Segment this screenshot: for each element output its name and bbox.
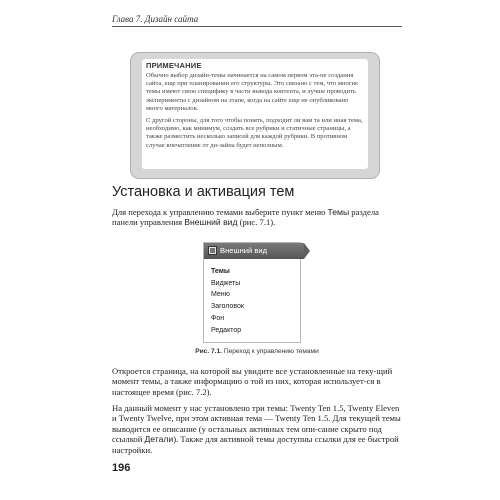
menu-item-header[interactable]: Заголовок	[211, 303, 244, 311]
paragraph-installed-text-1: На данный момент у нас установлено три темы: Twenty Ten 1.5, Twenty Eleven и Twenty Twelve, при этом активная тема — Twenty Ten 1.5. Для текущей темы выводится ее описание (у остальных активных тем опи-сание скрыто под ссылкой	[112, 403, 401, 445]
note-box	[130, 52, 380, 179]
page-number: 196	[112, 462, 131, 474]
term-appearance: Внешний вид	[184, 217, 238, 228]
note-heading: ПРИМЕЧАНИЕ	[146, 61, 202, 70]
paragraph-themes-page: Откроется страница, на которой вы увидите все установленные на теку-щий момент темы, а также информацию о той из них, которая использует-ся в настоящее время (рис. 7.2).	[112, 366, 393, 397]
paragraph-installed-text-2: ). Также для активной темы доступны ссылки для ее быстрой настройки.	[112, 434, 399, 455]
paragraph-intro-text-3: (рис. 7.1).	[237, 217, 276, 228]
menu-item-menus[interactable]: Меню	[211, 291, 230, 299]
running-header	[112, 14, 402, 27]
term-themes: Темы	[327, 207, 350, 217]
running-title: Глава 7. Дизайн сайта	[112, 14, 199, 24]
paragraph-intro-text-2: раздела панели управления	[112, 207, 379, 228]
section-title: Установка и активация тем	[112, 184, 295, 200]
appearance-menu-title: Внешний вид	[220, 246, 268, 255]
appearance-menu-header[interactable]	[204, 243, 304, 259]
appearance-icon	[208, 246, 217, 255]
menu-item-editor[interactable]: Редактор	[211, 326, 242, 334]
term-details: Детали	[144, 434, 174, 445]
appearance-menu-figure	[203, 242, 301, 343]
figure-caption	[112, 348, 402, 355]
appearance-submenu	[211, 266, 244, 336]
paragraph-intro-text-1: Для перехода к управлению темами выберите пункт меню	[112, 207, 328, 217]
menu-item-themes[interactable]: Темы	[211, 268, 230, 275]
note-paragraph-1: Обычно выбор дизайн-темы начинается на самом первом эта-пе создания сайта, еще при планировании его структуры. Это связано с тем, что многие темы имеют свою специфику в части вывода контента, и лучше проводить эксперименты с дизайном на этапе, когда на сайте еще не опубликовано много материалов.	[146, 72, 359, 112]
note-paragraph-2: С другой стороны, для того чтобы понять, подходит ли вам та или иная тема, необходимо, как минимум, создать все рубрики и статичные страницы, а также разместить несколько записей для каждой рубрики. В противном случае впечатление от ди-зайна будет неполным.	[146, 117, 363, 149]
figure-caption-text: Переход к управлению темами	[222, 348, 319, 355]
menu-item-widgets[interactable]: Виджеты	[211, 279, 241, 287]
menu-item-background[interactable]: Фон	[211, 314, 225, 322]
paragraph-intro	[112, 207, 402, 228]
paragraph-installed-themes	[112, 403, 402, 455]
note-content	[142, 59, 368, 169]
figure-number: Рис. 7.1.	[195, 348, 222, 355]
